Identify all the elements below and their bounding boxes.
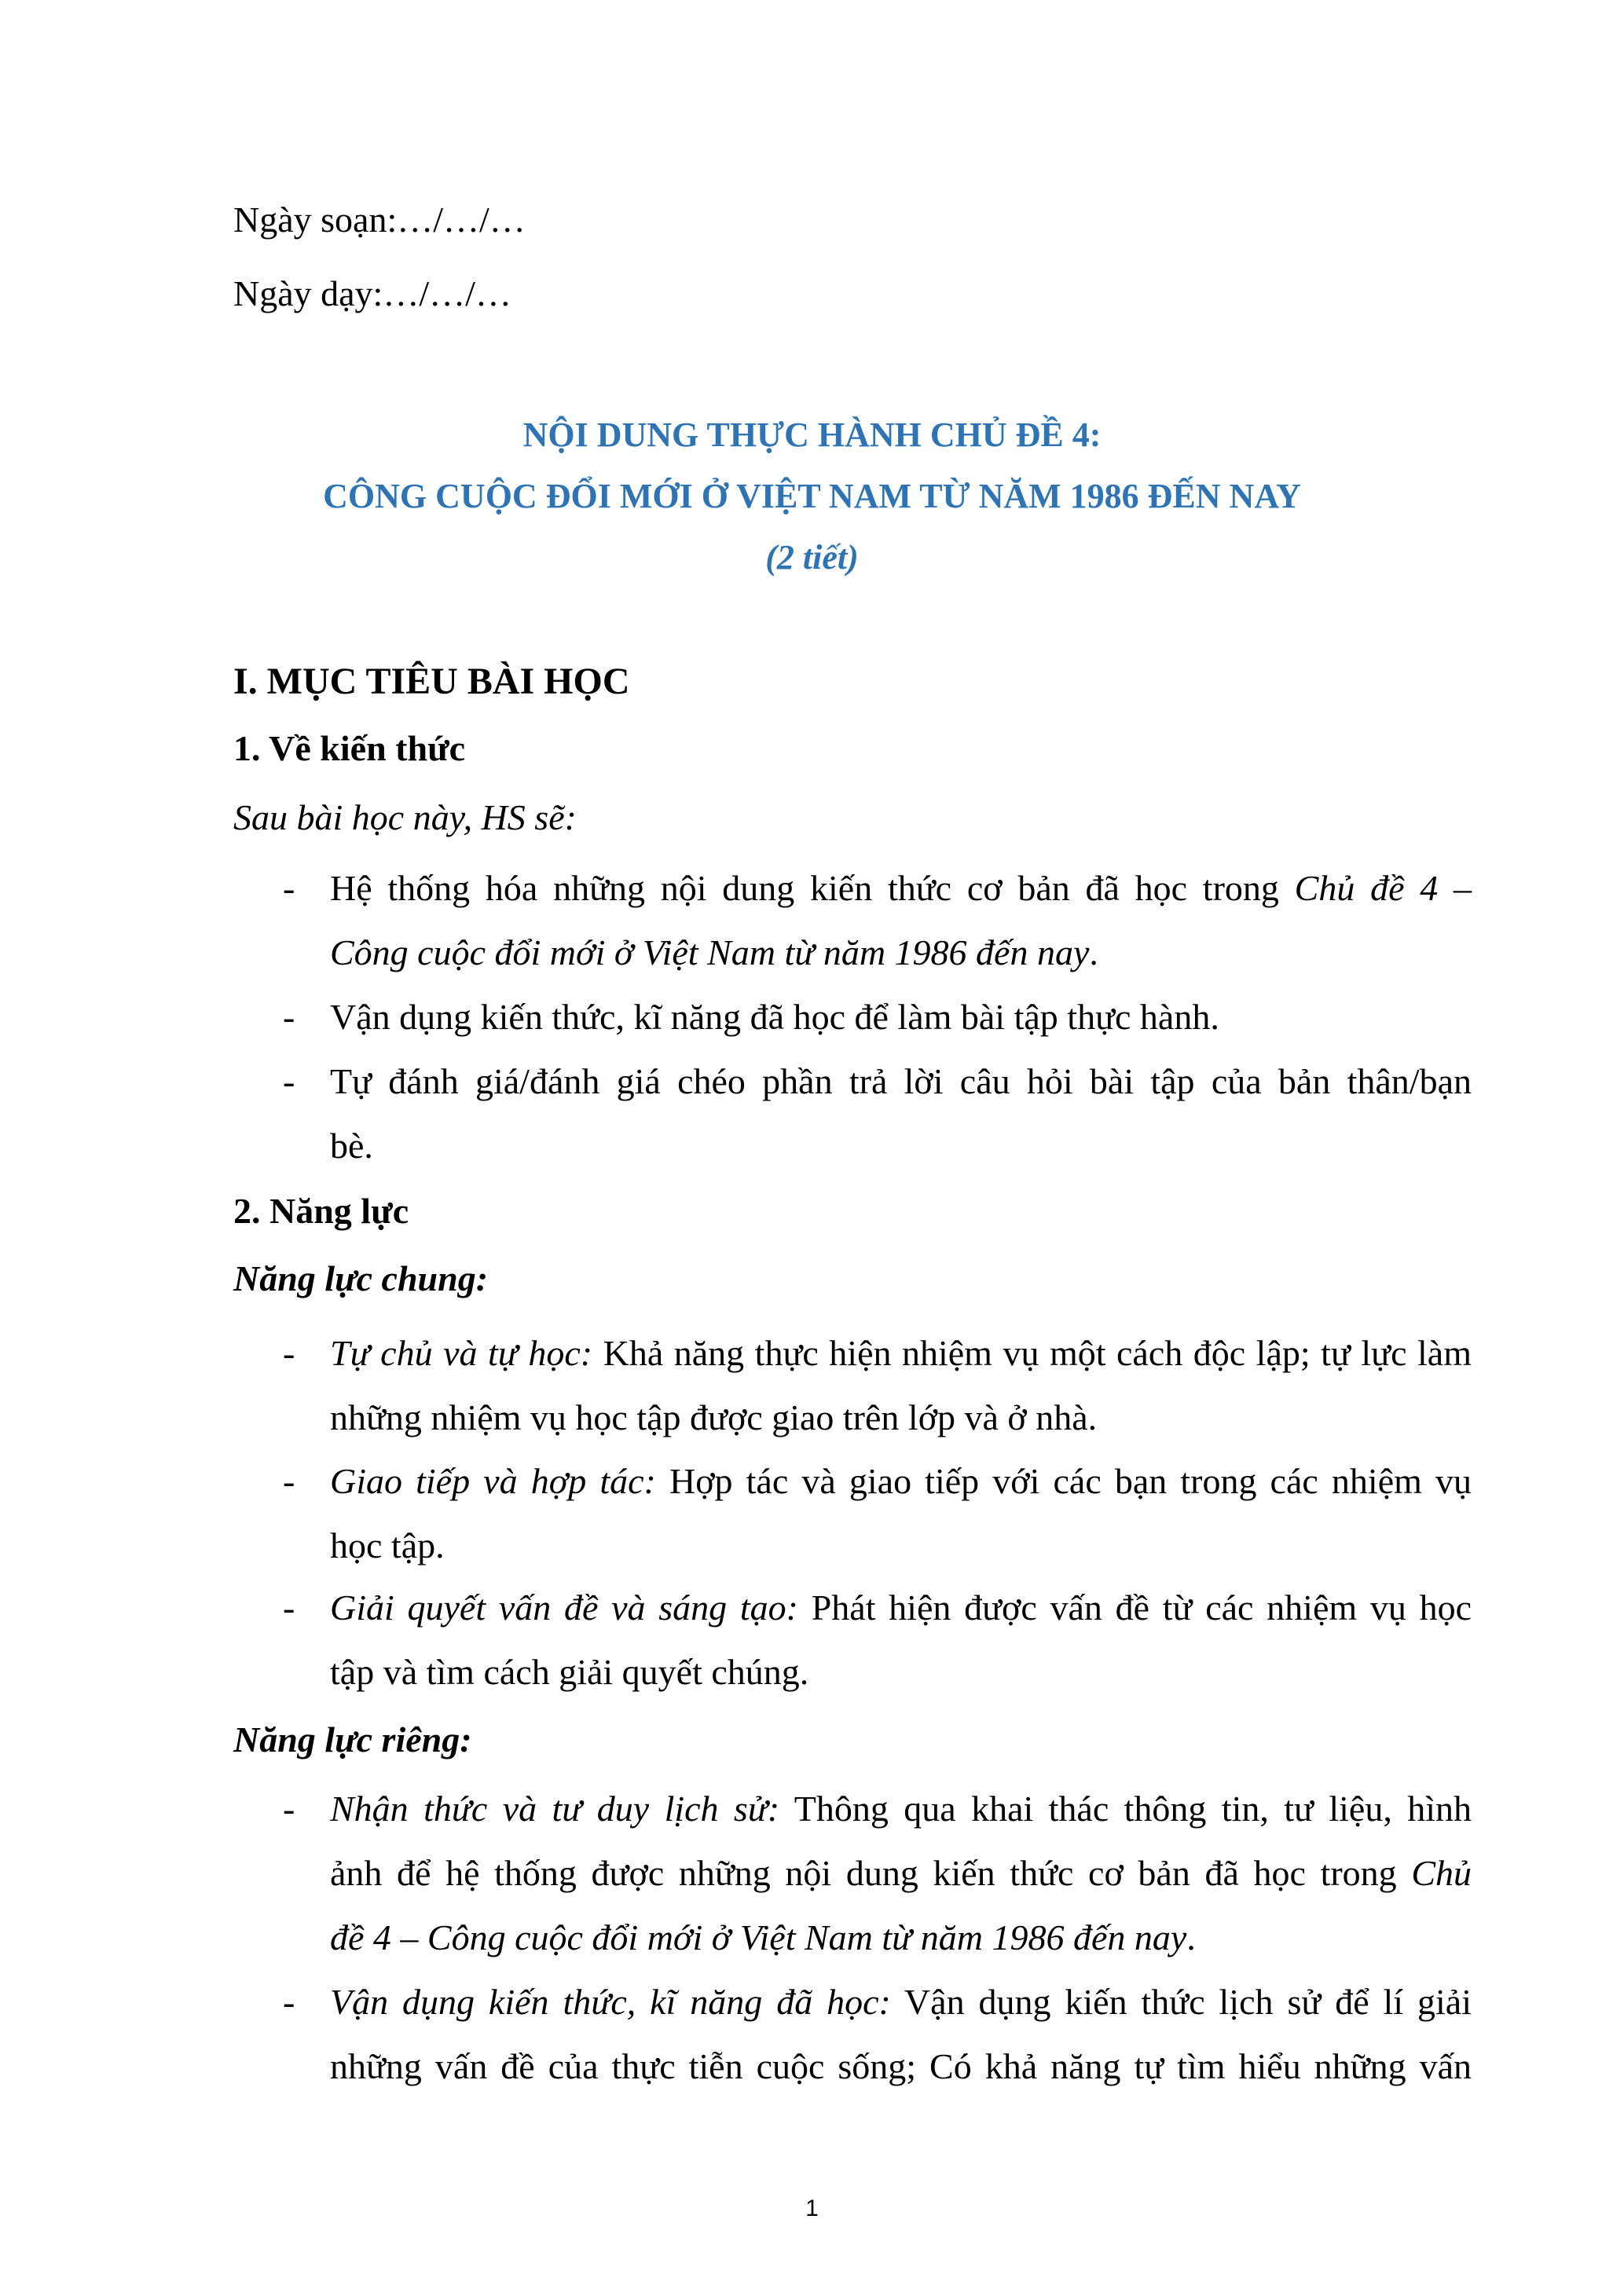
page-number: 1 <box>805 2195 819 2221</box>
bullet-text <box>330 1970 1472 2099</box>
bullet-text-part: Khả năng thực hiện nhiệm vụ một cách độc lập; tự lực làm <box>592 1333 1472 1373</box>
bullet-text-part: . <box>1186 1917 1196 1957</box>
section-heading-objectives: I. MỤC TIÊU BÀI HỌC <box>233 661 630 702</box>
general-competence-heading: Năng lực chung: <box>233 1258 489 1298</box>
competence-label: Tự chủ và tự học: <box>330 1333 593 1373</box>
competence-label: Vận dụng kiến thức, kĩ năng đã học: <box>330 1982 891 2022</box>
bullet-text-part: bè. <box>330 1126 373 1166</box>
specific-competence-heading: Năng lực riêng: <box>233 1719 472 1760</box>
bullet-text-part: Vận dụng kiến thức, kĩ năng đã học để làm bài tập thực hành. <box>330 997 1219 1037</box>
topic-reference: Công cuộc đổi mới ở Việt Nam từ năm 1986 đến nay <box>330 932 1090 972</box>
bullet-text-part: . <box>1089 932 1098 972</box>
bullet-text-part: những nhiệm vụ học tập được giao trên lớp và ở nhà. <box>330 1397 1098 1437</box>
competence-label: Nhận thức và tư duy lịch sử: <box>330 1789 780 1829</box>
knowledge-intro: Sau bài học này, HS sẽ: <box>233 797 577 837</box>
bullet-dash: - <box>283 1789 295 1829</box>
bullet-dash: - <box>283 1587 295 1628</box>
title-line-3: (2 tiết) <box>765 538 859 577</box>
date-taught: Ngày dạy:…/…/… <box>233 273 511 313</box>
subheading-competence: 2. Năng lực <box>233 1191 409 1231</box>
bullet-text-part: Hệ thống hóa những nội dung kiến thức cơ bản đã học trong <box>330 868 1295 908</box>
bullet-text-part: Phát hiện được vấn đề từ các nhiệm vụ học <box>797 1587 1472 1628</box>
bullet-text <box>330 985 1472 1049</box>
bullet-text <box>330 1777 1472 1970</box>
bullet-text-part: học tập. <box>330 1525 445 1565</box>
bullet-text-part: Thông qua khai thác thông tin, tư liệu, hình <box>779 1789 1472 1829</box>
bullet-dash: - <box>283 1982 295 2022</box>
title-line-1: NỘI DUNG THỰC HÀNH CHỦ ĐỀ 4: <box>522 416 1102 454</box>
topic-reference: đề 4 – Công cuộc đổi mới ở Việt Nam từ năm 1986 đến nay <box>330 1917 1187 1957</box>
bullet-text <box>330 1049 1472 1178</box>
title-line-2: CÔNG CUỘC ĐỔI MỚI Ở VIỆT NAM TỪ NĂM 1986 ĐẾN NAY <box>323 477 1301 515</box>
bullet-dash: - <box>283 1333 295 1373</box>
bullet-text <box>330 1321 1472 1450</box>
bullet-dash: - <box>283 1061 295 1101</box>
bullet-text-part: những vấn đề của thực tiễn cuộc sống; Có khả năng tự tìm hiểu những vấn <box>330 2046 1472 2086</box>
competence-label: Giao tiếp và hợp tác: <box>330 1461 656 1501</box>
bullet-dash: - <box>283 997 295 1037</box>
topic-reference: Chủ <box>1411 1853 1472 1893</box>
topic-reference: Chủ đề 4 – <box>1294 868 1472 908</box>
bullet-text <box>330 1449 1472 1578</box>
bullet-text-part: tập và tìm cách giải quyết chúng. <box>330 1652 809 1692</box>
competence-label: Giải quyết vấn đề và sáng tạo: <box>330 1587 798 1628</box>
bullet-text-part: Tự đánh giá/đánh giá chéo phần trả lời câu hỏi bài tập của bản thân/bạn <box>330 1061 1472 1101</box>
bullet-text <box>330 1576 1472 1705</box>
bullet-dash: - <box>283 1461 295 1501</box>
bullet-text-part: Hợp tác và giao tiếp với các bạn trong các nhiệm vụ <box>655 1461 1472 1501</box>
bullet-text-part: Vận dụng kiến thức lịch sử để lí giải <box>890 1982 1472 2022</box>
date-prepared: Ngày soạn:…/…/… <box>233 200 526 240</box>
bullet-text-part: ảnh để hệ thống được những nội dung kiến thức cơ bản đã học trong <box>330 1853 1412 1893</box>
subheading-knowledge: 1. Về kiến thức <box>233 728 466 768</box>
bullet-text <box>330 856 1472 985</box>
bullet-dash: - <box>283 868 295 908</box>
